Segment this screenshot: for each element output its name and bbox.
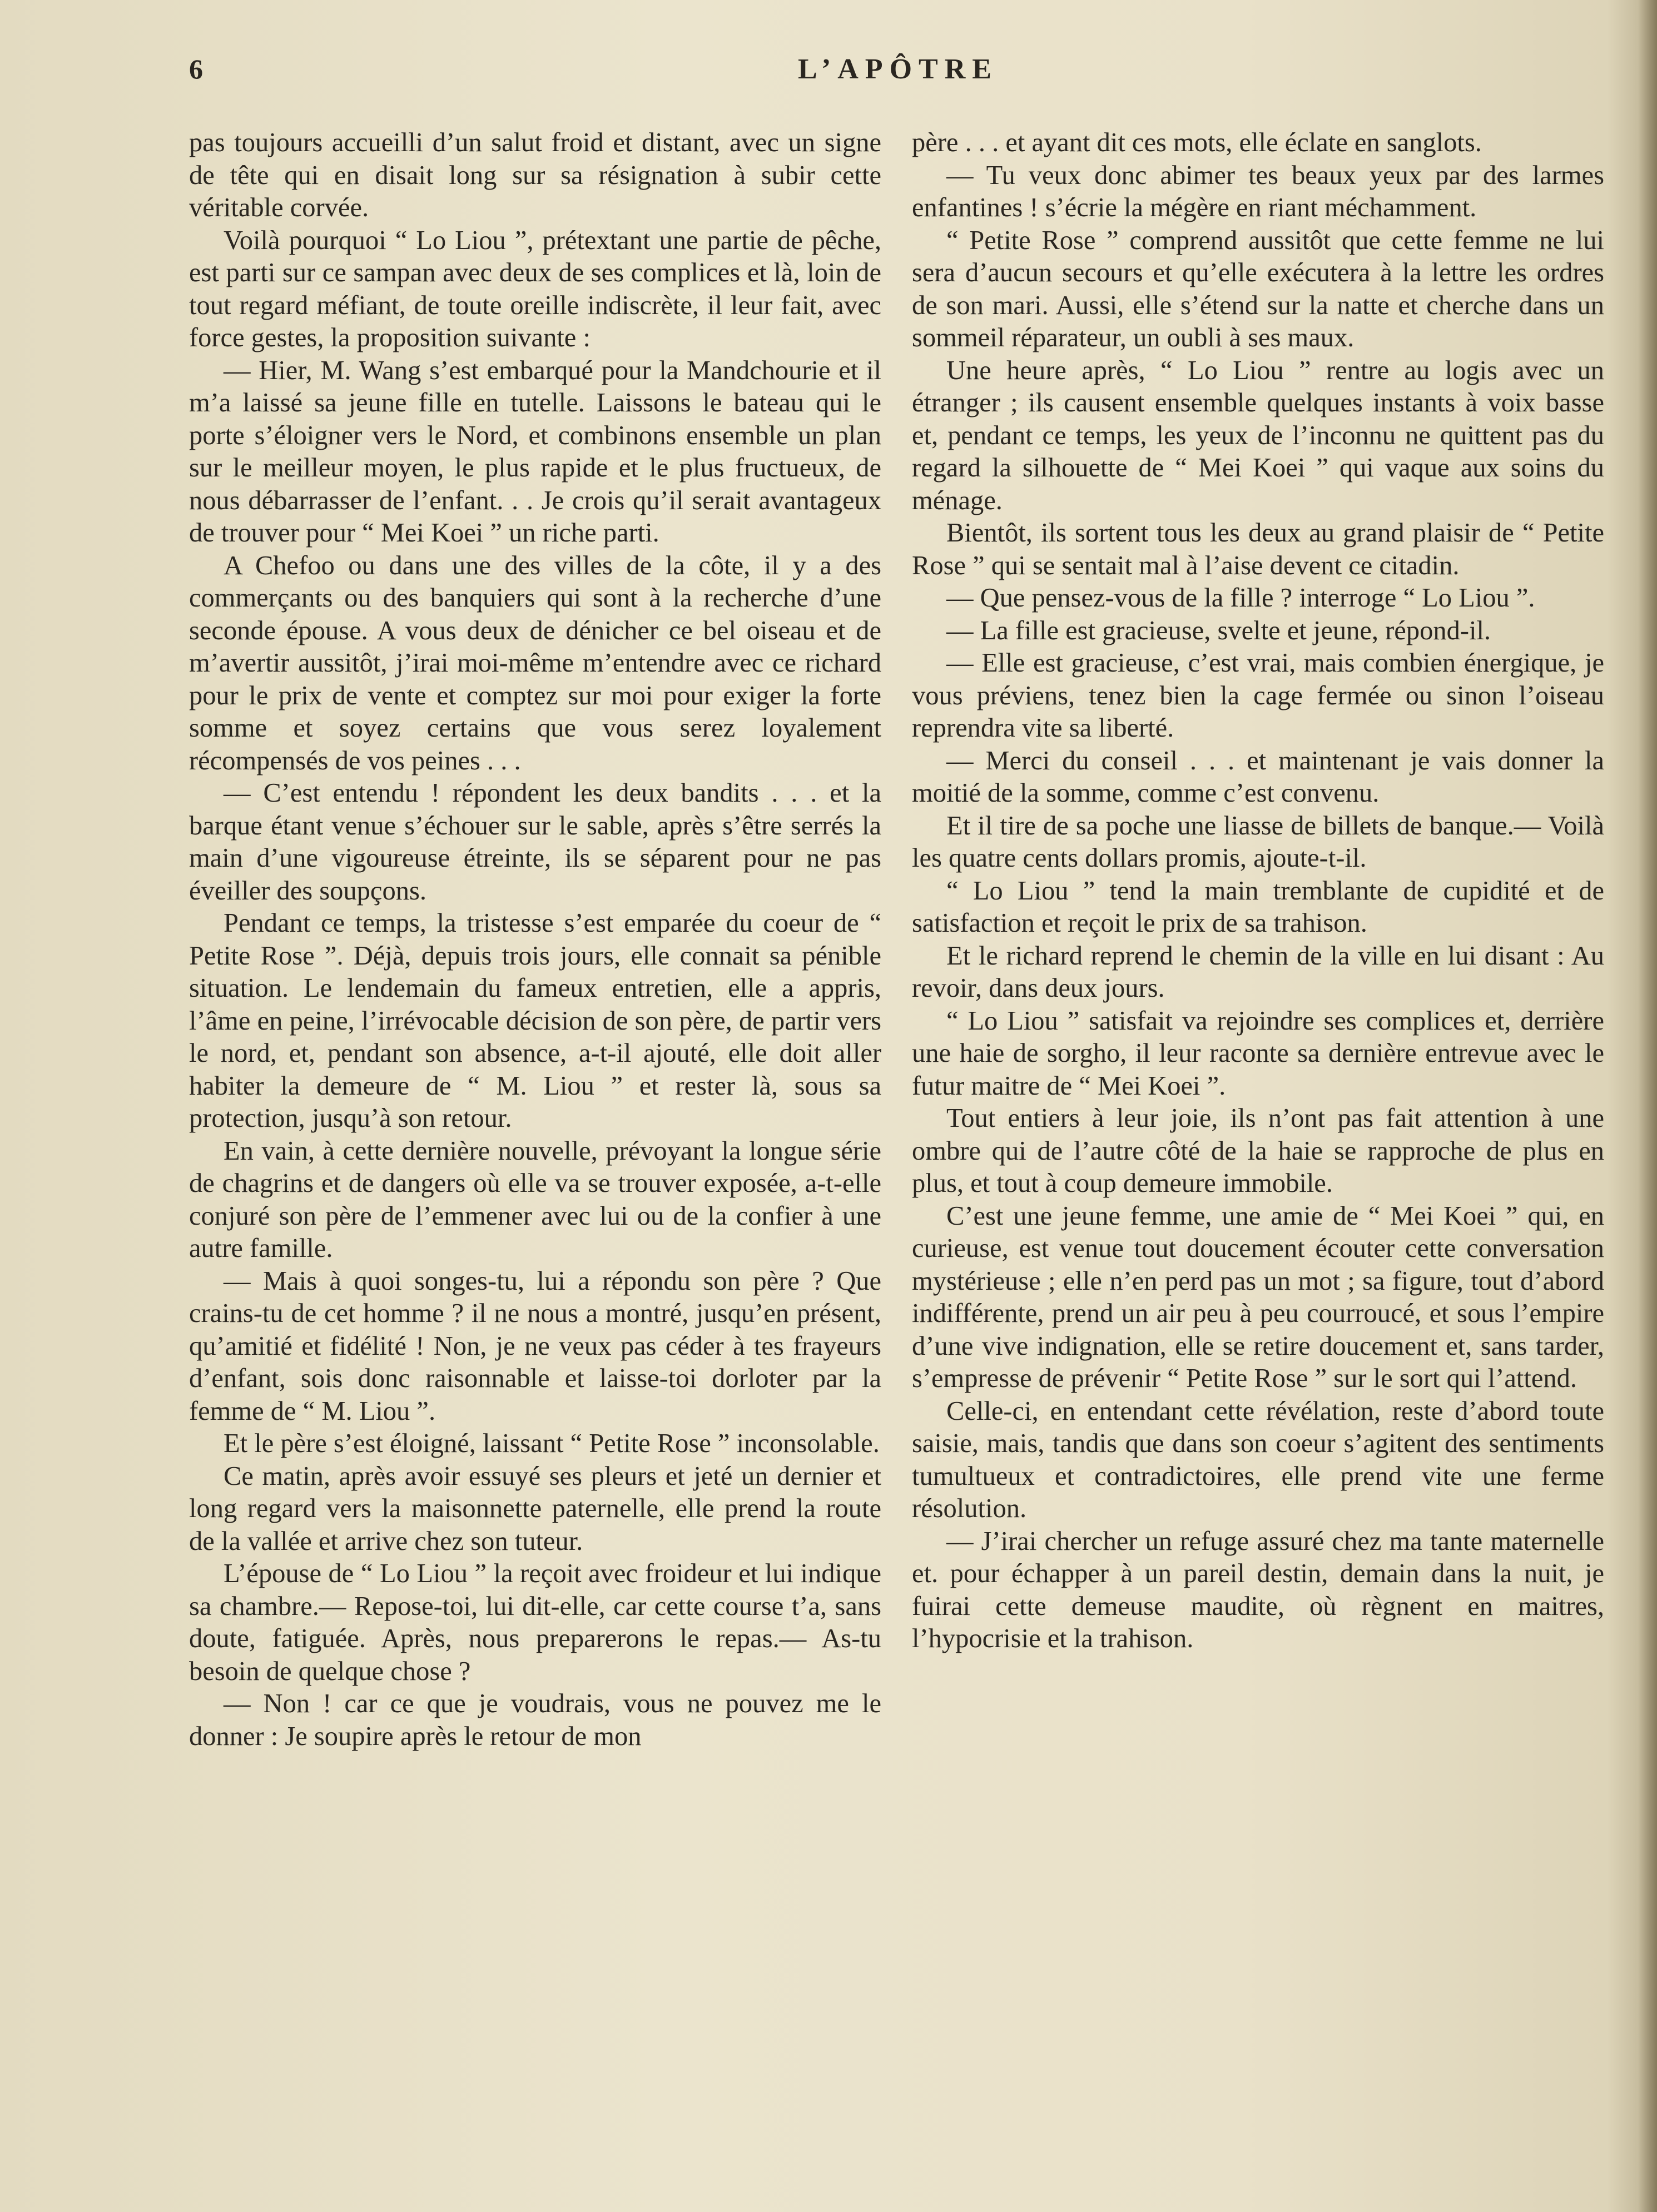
running-title: L’APÔTRE bbox=[798, 53, 998, 85]
paragraph: L’épouse de “ Lo Liou ” la reçoit avec froideur et lui indique sa chambre.— Repose-toi, lui dit-elle, car cette course t’a, sans doute, fatiguée. Après, nous preparerons le repas.— As-tu besoin de quelque chose ? bbox=[189, 1559, 881, 1686]
paragraph: — Que pensez-vous de la fille ? interroge “ Lo Liou ”. bbox=[946, 583, 1535, 613]
paragraph: Et le père s’est éloigné, laissant “ Petite Rose ” inconsolable. bbox=[224, 1429, 880, 1458]
left-column bbox=[189, 127, 881, 1753]
paragraph: — Mais à quoi songes-tu, lui a répondu son père ? Que crains-tu de cet homme ? il ne nous a montré, jusqu’en présent, qu’amitié et fidélité ! Non, je ne veux pas céder à tes frayeurs d’enfant, sois donc raisonnable et laisse-toi dorloter par la femme de “ M. Liou ”. bbox=[189, 1266, 881, 1426]
binding-shadow bbox=[1638, 0, 1657, 2212]
paragraph: “ Petite Rose ” comprend aussitôt que cette femme ne lui sera d’aucun secours et qu’elle exécutera à la lettre les ordres de son mari. Aussi, elle s’étend sur la natte et cherche dans un sommeil réparateur, un oubli à ses maux. bbox=[912, 225, 1604, 352]
paragraph: — C’est entendu ! répondent les deux bandits . . . et la barque étant venue s’échouer sur le sable, après s’être serrés la main d’une vigoureuse étreinte, ils se séparent pour ne pas éveiller des soupçons. bbox=[189, 778, 881, 906]
paragraph: Bientôt, ils sortent tous les deux au grand plaisir de “ Petite Rose ” qui se sentait mal à l’aise devent ce citadin. bbox=[912, 518, 1604, 580]
paragraph: A Chefoo ou dans une des villes de la côte, il y a des commerçants ou des banquiers qui sont à la recherche d’une seconde épouse. A vous deux de dénicher ce bel oiseau et de m’avertir aussitôt, j’irai moi-même m’entendre avec ce richard pour le prix de vente et comptez sur moi pour exiger la forte somme et soyez certains que vous serez loyalement récompensés de vos peines . . . bbox=[189, 550, 881, 776]
paragraph: — La fille est gracieuse, svelte et jeune, répond-il. bbox=[946, 615, 1491, 645]
paragraph: “ Lo Liou ” satisfait va rejoindre ses complices et, derrière une haie de sorgho, il leur raconte sa dernière entrevue avec le futur maitre de “ Mei Koei ”. bbox=[912, 1006, 1604, 1101]
paragraph: — Tu veux donc abimer tes beaux yeux par des larmes enfantines ! s’écrie la mégère en riant méchamment. bbox=[912, 160, 1604, 222]
paragraph: Et le richard reprend le chemin de la ville en lui disant : Au revoir, dans deux jours. bbox=[912, 941, 1604, 1003]
paragraph: Et il tire de sa poche une liasse de billets de banque.— Voilà les quatre cents dollars promis, ajoute-t-il. bbox=[912, 811, 1604, 873]
paragraph: Ce matin, après avoir essuyé ses pleurs et jeté un dernier et long regard vers la maisonnette paternelle, elle prend la route de la vallée et arrive chez son tuteur. bbox=[189, 1461, 881, 1556]
paragraph: “ Lo Liou ” tend la main tremblante de cupidité et de satisfaction et reçoit le prix de sa trahison. bbox=[912, 876, 1604, 938]
paragraph: Voilà pourquoi “ Lo Liou ”, prétextant une partie de pêche, est parti sur ce sampan avec deux de ses complices et là, loin de tout regard méfiant, de toute oreille indiscrète, il leur fait, avec force gestes, la proposition suivante : bbox=[189, 225, 881, 352]
paragraph: — J’irai chercher un refuge assuré chez ma tante maternelle et. pour échapper à un pareil destin, demain dans la nuit, je fuirai cette demeuse maudite, où règnent en maitres, l’hypocrisie et la trahison. bbox=[912, 1526, 1604, 1653]
paragraph: En vain, à cette dernière nouvelle, prévoyant la longue série de chagrins et de dangers où elle va se trouver exposée, a-t-elle conjuré son père de l’emmener avec lui ou de la confier à une autre famille. bbox=[189, 1136, 881, 1263]
paragraph: père . . . et ayant dit ces mots, elle éclate en sanglots. bbox=[912, 128, 1482, 157]
paragraph: — Merci du conseil . . . et maintenant je vais donner la moitié de la somme, comme c’est convenu. bbox=[912, 745, 1604, 808]
page-number: 6 bbox=[189, 53, 204, 84]
paragraph: Celle-ci, en entendant cette révélation, reste d’abord toute saisie, mais, tandis que dans son coeur s’agitent des sentiments tumultueux et contradictoires, elle prend vite une ferme résolution. bbox=[912, 1396, 1604, 1523]
paragraph: Tout entiers à leur joie, ils n’ont pas fait attention à une ombre qui de l’autre côté de la haie se rapproche de plus en plus, et tout à coup demeure immobile. bbox=[912, 1103, 1604, 1198]
paragraph: C’est une jeune femme, une amie de “ Mei Koei ” qui, en curieuse, est venue tout doucement écouter cette conversation mystérieuse ; elle n’en perd pas un mot ; sa figure, tout d’abord indifférente, prend un air peu à peu courroucé, et sous l’empire d’une vive indignation, elle se retire doucement et, sans tarder, s’empresse de prévenir “ Petite Rose ” sur le sort qui l’attend. bbox=[912, 1201, 1604, 1393]
paragraph: pas toujours accueilli d’un salut froid et distant, avec un signe de tête qui en disait long sur sa résignation à subir cette véritable corvée. bbox=[189, 128, 881, 222]
paragraph: — Non ! car ce que je voudrais, vous ne pouvez me le donner : Je soupire après le retour de mon bbox=[189, 1689, 881, 1751]
paragraph: — Elle est gracieuse, c’est vrai, mais combien énergique, je vous préviens, tenez bien la cage fermée ou sinon l’oiseau reprendra vite sa liberté. bbox=[912, 648, 1604, 743]
paragraph: — Hier, M. Wang s’est embarqué pour la Mandchourie et il m’a laissé sa jeune fille en tutelle. Laissons le bateau qui le porte s’éloigner vers le Nord, et combinons ensemble un plan sur le meilleur moyen, le plus rapide et le plus fructueux, de nous débarrasser de l’enfant. . . Je crois qu’il serait avantageux de trouver pour “ Mei Koei ” un riche parti. bbox=[189, 355, 881, 548]
page-header bbox=[189, 53, 1607, 97]
right-column bbox=[912, 127, 1604, 1656]
paragraph: Une heure après, “ Lo Liou ” rentre au logis avec un étranger ; ils causent ensemble quelques instants à voix basse et, pendant ce temps, les yeux de l’inconnu ne quittent pas du regard la silhouette de “ Mei Koei ” qui vaque aux soins du ménage. bbox=[912, 355, 1604, 515]
paragraph: Pendant ce temps, la tristesse s’est emparée du coeur de “ Petite Rose ”. Déjà, depuis trois jours, elle connait sa pénible situation. Le lendemain du fameux entretien, elle a appris, l’âme en peine, l’irrévocable décision de son père, de partir vers le nord, et, pendant son absence, a-t-il ajouté, elle doit aller habiter la demeure de “ M. Liou ” et rester là, sous sa protection, jusqu’à son retour. bbox=[189, 908, 881, 1133]
